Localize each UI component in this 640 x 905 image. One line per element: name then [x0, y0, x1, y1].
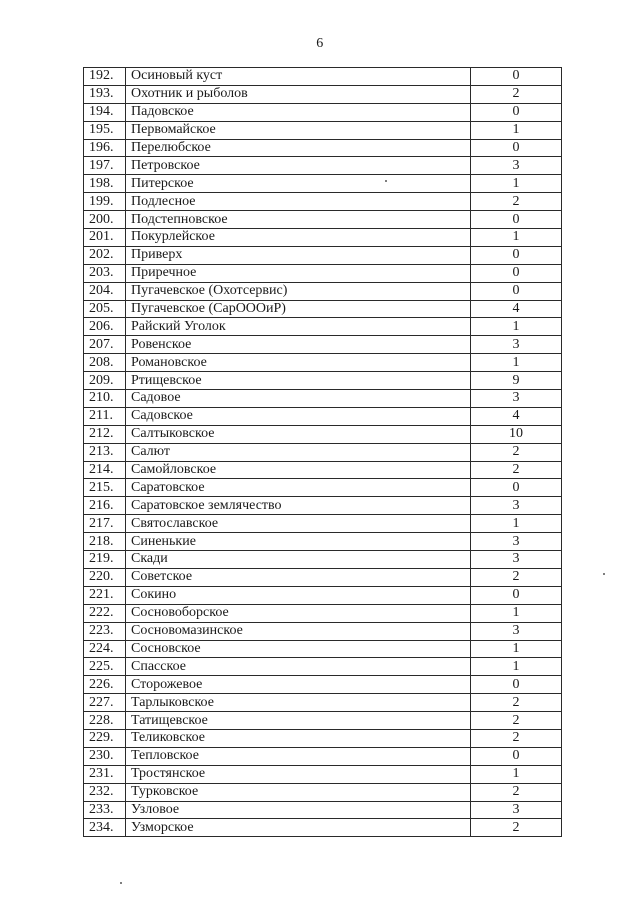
- row-number: 216.: [84, 497, 126, 515]
- row-count: 2: [471, 783, 562, 801]
- row-count: 2: [471, 729, 562, 747]
- row-number: 200.: [84, 211, 126, 229]
- row-count: 1: [471, 515, 562, 533]
- row-count: 3: [471, 622, 562, 640]
- row-number: 226.: [84, 676, 126, 694]
- table-row: [84, 157, 562, 175]
- row-count: 10: [471, 425, 562, 443]
- hunting-ground-name: Самойловское: [126, 461, 471, 479]
- row-number: 204.: [84, 282, 126, 300]
- row-number: 206.: [84, 318, 126, 336]
- hunting-ground-name: Петровское: [126, 157, 471, 175]
- row-count: 3: [471, 551, 562, 569]
- row-number: 199.: [84, 193, 126, 211]
- table-row: [84, 801, 562, 819]
- hunting-ground-name: Святославское: [126, 515, 471, 533]
- table-row: [84, 443, 562, 461]
- row-count: 1: [471, 354, 562, 372]
- table-row: [84, 193, 562, 211]
- row-count: 3: [471, 801, 562, 819]
- table-row: [84, 765, 562, 783]
- row-number: 210.: [84, 390, 126, 408]
- row-count: 2: [471, 819, 562, 837]
- scan-speck: [385, 180, 387, 182]
- table-row: [84, 336, 562, 354]
- row-number: 208.: [84, 354, 126, 372]
- row-count: 0: [471, 586, 562, 604]
- table-row: [84, 354, 562, 372]
- table-row: [84, 819, 562, 837]
- table-row: [84, 68, 562, 86]
- hunting-ground-name: Пугачевское (СарОООиР): [126, 300, 471, 318]
- hunting-ground-name: Перелюбское: [126, 139, 471, 157]
- scan-speck: [603, 573, 605, 575]
- table-row: [84, 568, 562, 586]
- hunting-ground-name: Подстепновское: [126, 211, 471, 229]
- row-count: 0: [471, 103, 562, 121]
- row-number: 197.: [84, 157, 126, 175]
- row-count: 0: [471, 139, 562, 157]
- row-count: 0: [471, 264, 562, 282]
- table-row: [84, 515, 562, 533]
- row-number: 233.: [84, 801, 126, 819]
- table-row: [84, 640, 562, 658]
- row-count: 2: [471, 712, 562, 730]
- row-number: 231.: [84, 765, 126, 783]
- row-count: 0: [471, 282, 562, 300]
- row-count: 0: [471, 246, 562, 264]
- row-number: 196.: [84, 139, 126, 157]
- row-number: 192.: [84, 68, 126, 86]
- hunting-ground-name: Узморское: [126, 819, 471, 837]
- row-count: 4: [471, 407, 562, 425]
- table-row: [84, 425, 562, 443]
- table-row: [84, 282, 562, 300]
- hunting-ground-name: Пугачевское (Охотсервис): [126, 282, 471, 300]
- scan-speck: [120, 882, 122, 884]
- row-count: 2: [471, 694, 562, 712]
- table-row: [84, 229, 562, 247]
- row-number: 194.: [84, 103, 126, 121]
- row-number: 221.: [84, 586, 126, 604]
- row-number: 203.: [84, 264, 126, 282]
- row-number: 223.: [84, 622, 126, 640]
- table-row: [84, 85, 562, 103]
- table-row: [84, 407, 562, 425]
- row-count: 3: [471, 390, 562, 408]
- hunting-ground-name: Теликовское: [126, 729, 471, 747]
- hunting-ground-name: Покурлейское: [126, 229, 471, 247]
- table-row: [84, 139, 562, 157]
- row-count: 1: [471, 318, 562, 336]
- hunting-ground-name: Турковское: [126, 783, 471, 801]
- hunting-ground-name: Райский Уголок: [126, 318, 471, 336]
- row-count: 0: [471, 676, 562, 694]
- hunting-ground-name: Сосновоборское: [126, 604, 471, 622]
- registry-table-body: [84, 68, 562, 837]
- row-number: 193.: [84, 85, 126, 103]
- hunting-ground-name: Приречное: [126, 264, 471, 282]
- hunting-ground-name: Сосновское: [126, 640, 471, 658]
- row-count: 1: [471, 229, 562, 247]
- hunting-ground-name: Тепловское: [126, 747, 471, 765]
- hunting-ground-name: Ртищевское: [126, 372, 471, 390]
- registry-table: [83, 67, 562, 837]
- hunting-ground-name: Тростянское: [126, 765, 471, 783]
- hunting-ground-name: Салтыковское: [126, 425, 471, 443]
- row-count: 4: [471, 300, 562, 318]
- hunting-ground-name: Скади: [126, 551, 471, 569]
- row-number: 205.: [84, 300, 126, 318]
- hunting-ground-name: Узловое: [126, 801, 471, 819]
- table-row: [84, 479, 562, 497]
- row-number: 217.: [84, 515, 126, 533]
- table-row: [84, 747, 562, 765]
- table-row: [84, 175, 562, 193]
- table-row: [84, 372, 562, 390]
- hunting-ground-name: Садовое: [126, 390, 471, 408]
- table-row: [84, 586, 562, 604]
- hunting-ground-name: Первомайское: [126, 121, 471, 139]
- table-row: [84, 461, 562, 479]
- row-count: 3: [471, 497, 562, 515]
- table-row: [84, 783, 562, 801]
- table-row: [84, 551, 562, 569]
- hunting-ground-name: Осиновый куст: [126, 68, 471, 86]
- hunting-ground-name: Синенькие: [126, 533, 471, 551]
- row-number: 201.: [84, 229, 126, 247]
- page-number: 6: [316, 36, 324, 51]
- row-count: 1: [471, 604, 562, 622]
- row-number: 213.: [84, 443, 126, 461]
- row-number: 211.: [84, 407, 126, 425]
- hunting-ground-name: Советское: [126, 568, 471, 586]
- row-number: 198.: [84, 175, 126, 193]
- hunting-ground-name: Падовское: [126, 103, 471, 121]
- row-number: 220.: [84, 568, 126, 586]
- table-row: [84, 211, 562, 229]
- hunting-ground-name: Салют: [126, 443, 471, 461]
- row-number: 219.: [84, 551, 126, 569]
- table-row: [84, 676, 562, 694]
- hunting-ground-name: Тарлыковское: [126, 694, 471, 712]
- row-count: 3: [471, 533, 562, 551]
- row-number: 224.: [84, 640, 126, 658]
- row-number: 230.: [84, 747, 126, 765]
- hunting-ground-name: Подлесное: [126, 193, 471, 211]
- row-number: 207.: [84, 336, 126, 354]
- table-row: [84, 318, 562, 336]
- hunting-ground-name: Сторожевое: [126, 676, 471, 694]
- hunting-ground-name: Ровенское: [126, 336, 471, 354]
- table-row: [84, 300, 562, 318]
- row-count: 1: [471, 640, 562, 658]
- row-number: 215.: [84, 479, 126, 497]
- row-number: 229.: [84, 729, 126, 747]
- row-count: 2: [471, 461, 562, 479]
- row-number: 209.: [84, 372, 126, 390]
- row-count: 1: [471, 765, 562, 783]
- row-count: 1: [471, 121, 562, 139]
- hunting-ground-name: Романовское: [126, 354, 471, 372]
- row-count: 3: [471, 157, 562, 175]
- hunting-ground-name: Сосновомазинское: [126, 622, 471, 640]
- table-row: [84, 121, 562, 139]
- row-number: 227.: [84, 694, 126, 712]
- hunting-ground-name: Питерское: [126, 175, 471, 193]
- table-row: [84, 497, 562, 515]
- table-row: [84, 103, 562, 121]
- table-row: [84, 622, 562, 640]
- hunting-ground-name: Саратовское: [126, 479, 471, 497]
- row-count: 0: [471, 479, 562, 497]
- hunting-ground-name: Приверх: [126, 246, 471, 264]
- row-number: 202.: [84, 246, 126, 264]
- row-count: 0: [471, 211, 562, 229]
- row-number: 214.: [84, 461, 126, 479]
- row-number: 225.: [84, 658, 126, 676]
- hunting-ground-name: Охотник и рыболов: [126, 85, 471, 103]
- hunting-ground-name: Татищевское: [126, 712, 471, 730]
- hunting-ground-name: Спасское: [126, 658, 471, 676]
- row-number: 232.: [84, 783, 126, 801]
- hunting-ground-name: Саратовское землячество: [126, 497, 471, 515]
- row-count: 1: [471, 175, 562, 193]
- row-number: 218.: [84, 533, 126, 551]
- row-count: 1: [471, 658, 562, 676]
- row-count: 0: [471, 747, 562, 765]
- row-count: 2: [471, 193, 562, 211]
- table-row: [84, 246, 562, 264]
- table-row: [84, 694, 562, 712]
- table-row: [84, 729, 562, 747]
- table-row: [84, 533, 562, 551]
- row-count: 0: [471, 68, 562, 86]
- hunting-ground-name: Сокино: [126, 586, 471, 604]
- row-count: 2: [471, 443, 562, 461]
- table-row: [84, 390, 562, 408]
- row-count: 2: [471, 85, 562, 103]
- row-number: 195.: [84, 121, 126, 139]
- row-number: 212.: [84, 425, 126, 443]
- row-number: 222.: [84, 604, 126, 622]
- table-row: [84, 658, 562, 676]
- row-count: 2: [471, 568, 562, 586]
- table-row: [84, 712, 562, 730]
- row-number: 228.: [84, 712, 126, 730]
- row-number: 234.: [84, 819, 126, 837]
- table-row: [84, 264, 562, 282]
- hunting-ground-name: Садовское: [126, 407, 471, 425]
- row-count: 9: [471, 372, 562, 390]
- table-row: [84, 604, 562, 622]
- row-count: 3: [471, 336, 562, 354]
